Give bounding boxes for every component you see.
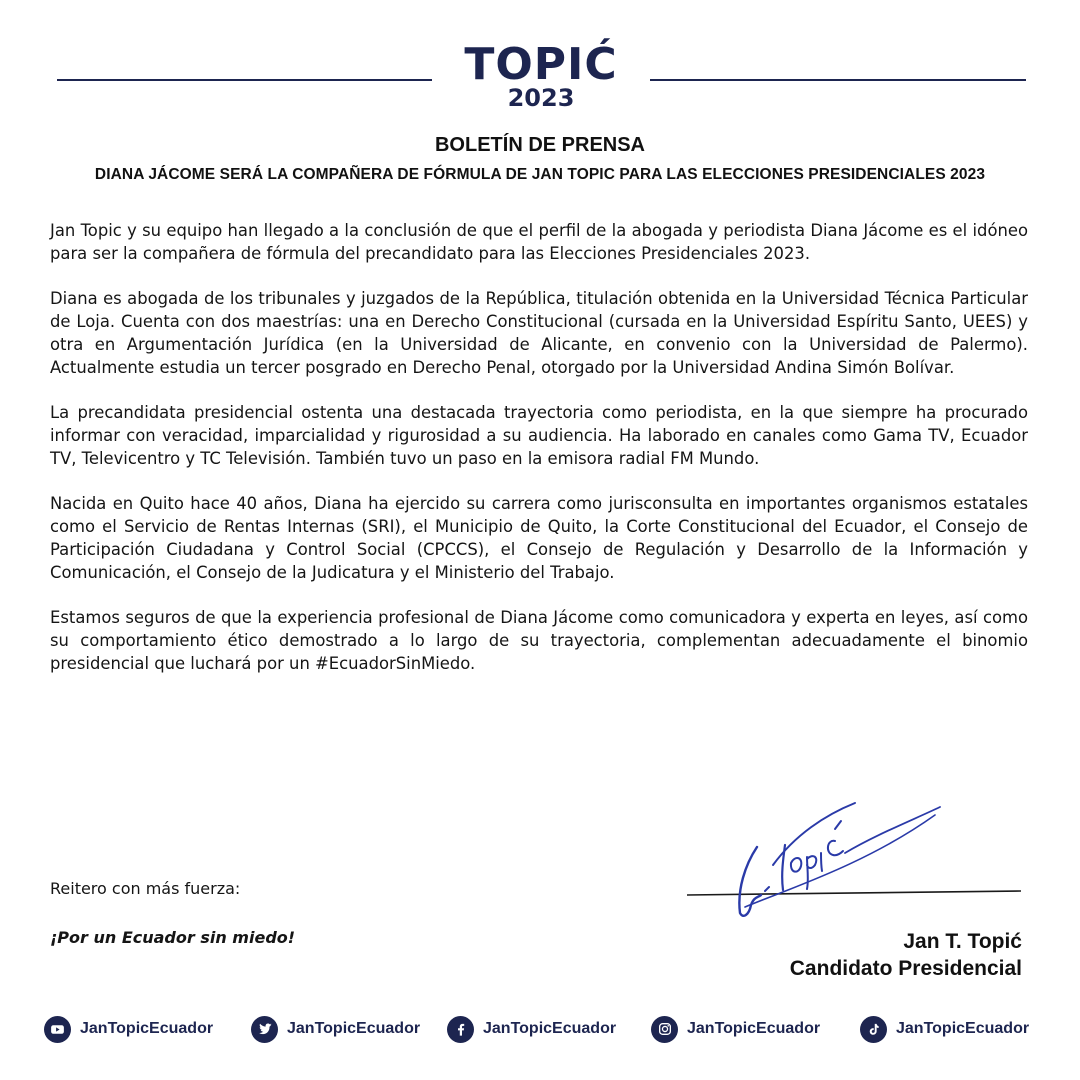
- instagram-icon: [651, 1016, 678, 1043]
- social-instagram[interactable]: [651, 1013, 820, 1045]
- signer-block: [790, 928, 1022, 982]
- signer-role: Candidato Presidencial: [789, 957, 1022, 980]
- logo-year: 2023: [507, 84, 575, 112]
- social-bar: [44, 1013, 1044, 1045]
- closing-line: Reitero con más fuerza:: [50, 879, 241, 898]
- slogan: ¡Por un Ecuador sin miedo!: [50, 928, 296, 947]
- logo-brand: TOPIĆ: [464, 39, 618, 90]
- social-facebook[interactable]: [447, 1013, 616, 1045]
- paragraph: Estamos seguros de que la experiencia profesional de Diana Jácome como comunicadora y experta en leyes, así como su comportamiento ético demostrado a lo largo de su trayectoria, complementan adecuadamente el binomio presidencial que luchará por un #EcuadorSinMiedo.: [50, 608, 1028, 673]
- social-handle: JanTopicEcuador: [687, 1020, 821, 1037]
- paragraph: Diana es abogada de los tribunales y juzgados de la República, titulación obtenida en la Universidad Técnica Particular de Loja. Cuenta con dos maestrías: una en Derecho Constitucional (cursada en la Universidad Espíritu Santo, UEES) y otra en Argumentación Jurídica (en la Universidad de Alicante, en convenio con la Universidad de Palermo). Actualmente estudia un tercer posgrado en Derecho Penal, otorgado por la Universidad Andina Simón Bolívar.: [50, 289, 1028, 377]
- header-divider-right: [650, 79, 1026, 81]
- social-tiktok[interactable]: [860, 1013, 1029, 1045]
- youtube-icon: [44, 1016, 71, 1043]
- document-subtitle: DIANA JÁCOME SERÁ LA COMPAÑERA DE FÓRMULA DE JAN TOPIC PARA LAS ELECCIONES PRESIDENCIALES 2023: [94, 166, 986, 183]
- social-handle: JanTopicEcuador: [896, 1020, 1030, 1037]
- paragraph: Nacida en Quito hace 40 años, Diana ha ejercido su carrera como jurisconsulta en importantes organismos estatales como el Servicio de Rentas Internas (SRI), el Municipio de Quito, la Corte Constitucional del Ecuador, el Consejo de Participación Ciudadana y Control Social (CPCCS), el Consejo de Regulación y Desarrollo de la Información y Comunicación, el Consejo de la Judicatura y el Ministerio del Trabajo.: [50, 494, 1028, 582]
- handwritten-signature: [685, 795, 1025, 925]
- document-title: BOLETÍN DE PRENSA: [434, 134, 646, 156]
- paragraph: La precandidata presidencial ostenta una destacada trayectoria como periodista, en la que siempre ha procurado informar con veracidad, imparcialidad y rigurosidad a su audiencia. Ha laborado en canales como Gama TV, Ecuador TV, Televicentro y TC Televisión. También tuvo un paso en la emisora radial FM Mundo.: [50, 403, 1028, 468]
- paragraph: Jan Topic y su equipo han llegado a la conclusión de que el perfil de la abogada y periodista Diana Jácome es el idóneo para ser la compañera de fórmula del precandidato para las Elecciones Presidenciales 2023.: [50, 221, 1028, 263]
- header-divider-left: [57, 79, 432, 81]
- signer-name: Jan T. Topić: [903, 930, 1022, 953]
- body-text: [50, 219, 1028, 697]
- tiktok-icon: [860, 1016, 887, 1043]
- social-handle: JanTopicEcuador: [287, 1020, 421, 1037]
- facebook-icon: [447, 1016, 474, 1043]
- social-handle: JanTopicEcuador: [483, 1020, 617, 1037]
- social-youtube[interactable]: [44, 1013, 213, 1045]
- social-handle: JanTopicEcuador: [80, 1020, 214, 1037]
- campaign-logo: [432, 39, 650, 112]
- twitter-icon: [251, 1016, 278, 1043]
- social-twitter[interactable]: [251, 1013, 420, 1045]
